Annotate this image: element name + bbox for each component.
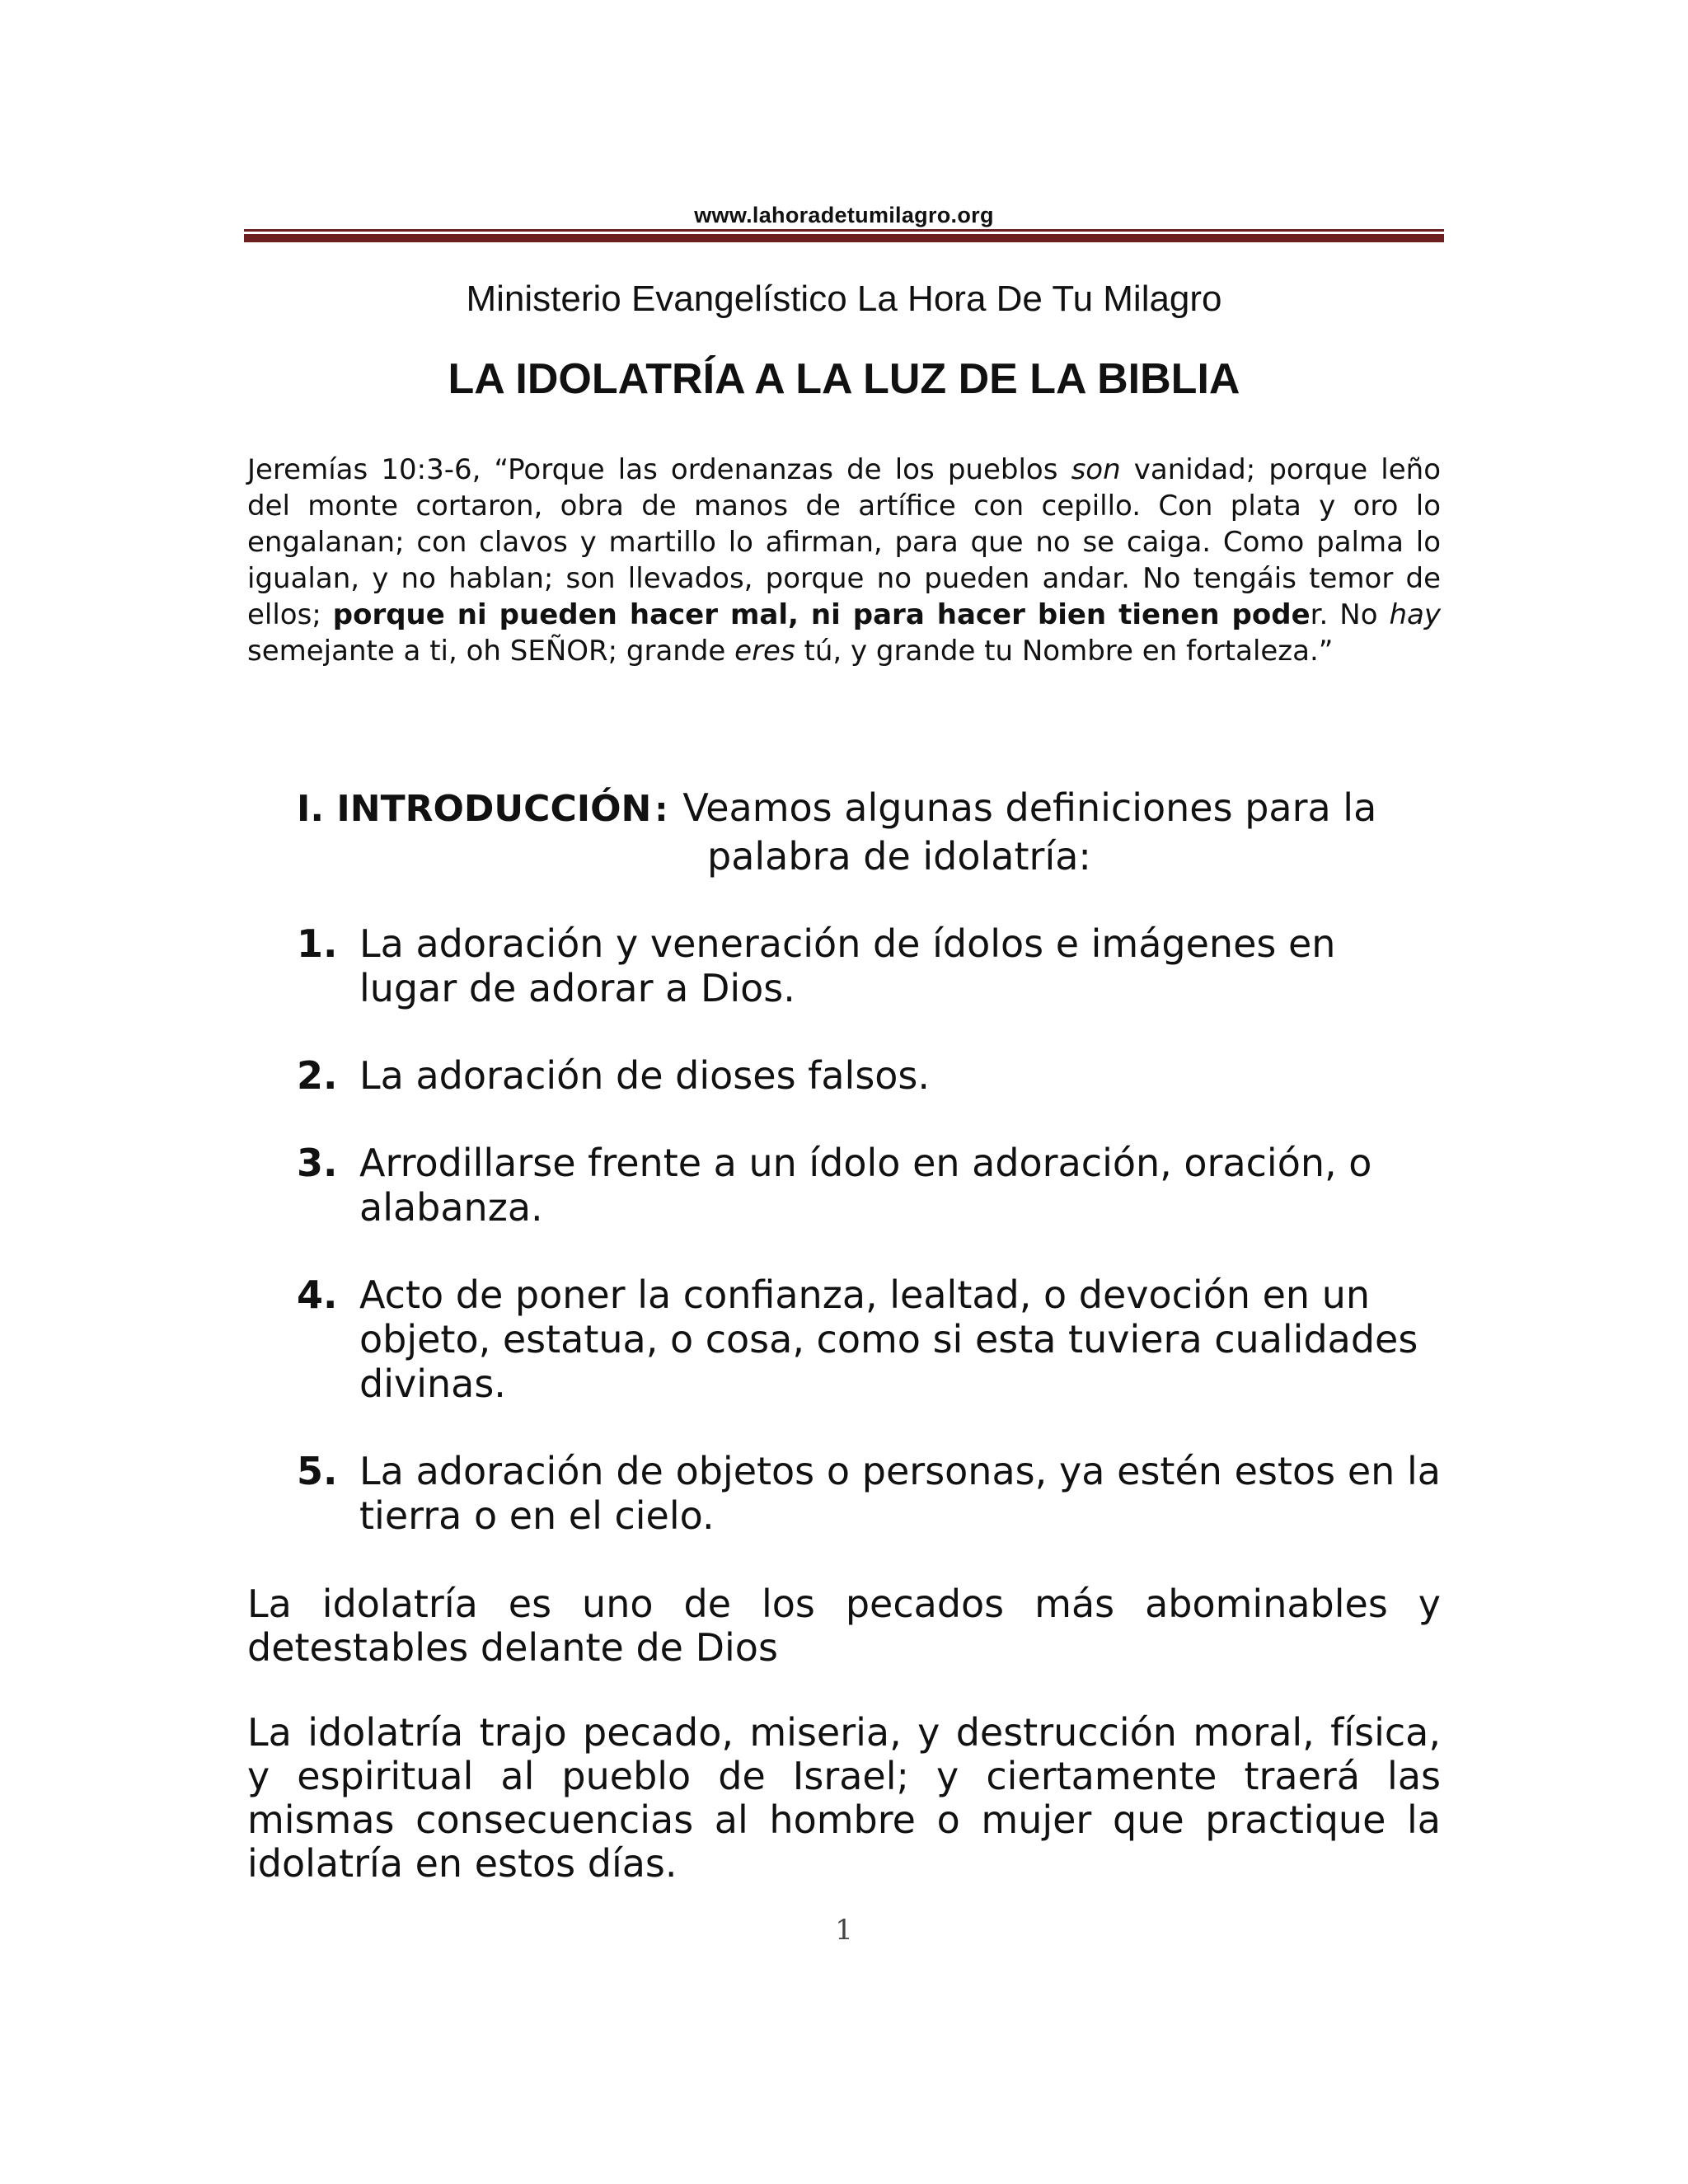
intro-section xyxy=(297,785,1441,879)
definition-number: 3. xyxy=(297,1141,338,1185)
definition-number: 5. xyxy=(297,1449,338,1493)
definition-item xyxy=(297,1449,1441,1538)
page-number: 1 xyxy=(835,1914,853,1947)
intro-colon: : xyxy=(654,791,668,829)
verse-italic: son xyxy=(1071,453,1121,486)
verse-text: Jeremías 10:3-6, “Porque las ordenanzas de los pueblos xyxy=(247,453,1071,486)
intro-line-1: Veamos algunas definiciones para la xyxy=(682,785,1377,830)
verse-text: vanidad; porque leño del monte cortaron, obra de manos de artífice con cepillo. Con plata y oro lo engalanan; con clavos y martillo lo afirman, para que no se caiga. Como palma lo igualan, y no hablan; son llevados, porque no pueden andar. No tengáis temor de ellos; xyxy=(247,453,1441,631)
definition-item xyxy=(297,921,1441,1010)
body-paragraph: La idolatría es uno de los pecados más abominables y detestables delante de Dios xyxy=(247,1582,1441,1670)
intro-line-2: palabra de idolatría: xyxy=(707,834,1091,879)
definition-text: La adoración de dioses falsos. xyxy=(359,1053,931,1098)
definition-number: 4. xyxy=(297,1272,338,1317)
definitions-list xyxy=(297,921,1441,1581)
verse-italic: hay xyxy=(1389,598,1441,631)
definition-number: 1. xyxy=(297,921,338,966)
header-rule-thin xyxy=(244,229,1444,232)
verse-text: r. No xyxy=(1310,598,1390,631)
header-rule-thick xyxy=(244,234,1444,242)
scripture-verse xyxy=(247,452,1441,669)
verse-bold: porque ni pueden hacer mal, ni para hacer bien tienen pode xyxy=(332,598,1311,631)
definition-text: La adoración de objetos o personas, ya estén estos en la tierra o en el cielo. xyxy=(359,1449,1441,1538)
definition-text: La adoración y veneración de ídolos e imágenes en lugar de adorar a Dios. xyxy=(359,921,1336,1010)
definition-item xyxy=(297,1141,1441,1230)
ministry-name: Ministerio Evangelístico La Hora De Tu Milagro xyxy=(466,279,1222,319)
body-paragraph: La idolatría trajo pecado, miseria, y destrucción moral, física, y espiritual al pueblo de Israel; y ciertamente traerá las mismas consecuencias al hombre o mujer que practique la idolatría en estos días. xyxy=(247,1710,1441,1886)
page-title: LA IDOLATRÍA A LA LUZ DE LA BIBLIA xyxy=(448,355,1240,403)
definition-number: 2. xyxy=(297,1053,338,1098)
header-url: www.lahoradetumilagro.org xyxy=(694,203,994,227)
intro-heading: I. INTRODUCCIÓN xyxy=(297,788,652,830)
definition-item xyxy=(297,1272,1441,1406)
definition-item xyxy=(297,1053,1441,1098)
definition-text: Acto de poner la confianza, lealtad, o devoción en un objeto, estatua, o cosa, como si esta tuviera cualidades divinas. xyxy=(359,1272,1418,1406)
definition-text: Arrodillarse frente a un ídolo en adoración, oración, o alabanza. xyxy=(359,1141,1372,1230)
verse-text: semejante a ti, oh SEÑOR; grande xyxy=(247,635,735,668)
verse-text: tú, y grande tu Nombre en fortaleza.” xyxy=(795,635,1334,668)
verse-italic: eres xyxy=(734,635,795,668)
